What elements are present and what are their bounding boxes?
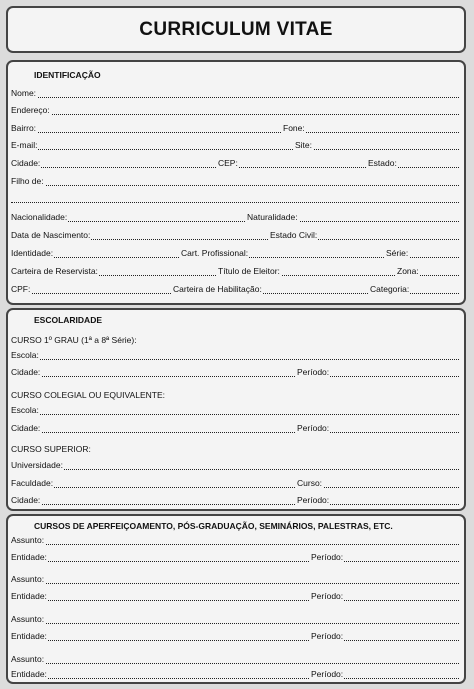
nacionalidade-label: Nacionalidade: xyxy=(11,212,68,222)
cidade-label: Cidade: xyxy=(11,158,41,168)
periodo-c1-label: Período: xyxy=(311,552,344,562)
filho-de-label: Filho de: xyxy=(11,176,44,186)
section-escolaridade xyxy=(6,308,466,511)
nome-label: Nome: xyxy=(11,88,37,98)
cidade-1-field[interactable] xyxy=(11,376,295,377)
fone-field[interactable] xyxy=(283,132,459,133)
cpf-row xyxy=(11,282,459,296)
cidade-3-label: Cidade: xyxy=(11,495,41,505)
escola-1-field[interactable] xyxy=(11,359,459,360)
section-identificacao xyxy=(6,60,466,305)
assunto-3-row xyxy=(11,612,459,626)
assunto-1-row xyxy=(11,533,459,547)
curso-colegial-heading: CURSO COLEGIAL OU EQUIVALENTE: xyxy=(11,390,165,400)
categoria-label: Categoria: xyxy=(370,284,410,294)
identidade-row xyxy=(11,246,459,260)
titulo-eleitor-label: Título de Eleitor: xyxy=(218,266,280,276)
section-cursos xyxy=(6,514,466,684)
entidade-2-field[interactable] xyxy=(11,600,309,601)
escola-1-label: Escola: xyxy=(11,350,39,360)
cep-field[interactable] xyxy=(218,167,366,168)
zona-label: Zona: xyxy=(397,266,419,276)
filho-de-row xyxy=(11,174,459,188)
assunto-4-row xyxy=(11,652,459,666)
entidade-4-label: Entidade: xyxy=(11,669,47,679)
escola-2-field[interactable] xyxy=(11,414,459,415)
bairro-label: Bairro: xyxy=(11,123,37,133)
universidade-label: Universidade: xyxy=(11,460,63,470)
cidade-1-label: Cidade: xyxy=(11,367,41,377)
endereco-label: Endereço: xyxy=(11,105,50,115)
bairro-field[interactable] xyxy=(11,132,281,133)
site-field[interactable] xyxy=(295,149,459,150)
entidade-1-row xyxy=(11,550,459,564)
periodo-3-label: Período: xyxy=(297,495,330,505)
cpf-label: CPF: xyxy=(11,284,31,294)
cidade-field[interactable] xyxy=(11,167,216,168)
assunto-4-label: Assunto: xyxy=(11,654,45,664)
entidade-3-field[interactable] xyxy=(11,640,309,641)
nome-field[interactable] xyxy=(11,97,459,98)
universidade-row xyxy=(11,458,459,472)
carteira-reservista-label: Carteira de Reservista: xyxy=(11,266,98,276)
cpf-field[interactable] xyxy=(11,293,171,294)
cidade-1-row xyxy=(11,365,459,379)
curso-superior-heading: CURSO SUPERIOR: xyxy=(11,444,91,454)
curso-1-grau-heading: CURSO 1º GRAU (1ª a 8ª Série): xyxy=(11,335,137,345)
assunto-3-label: Assunto: xyxy=(11,614,45,624)
cart-profissional-label: Cart. Profissional: xyxy=(181,248,249,258)
fone-label: Fone: xyxy=(283,123,305,133)
cidade-2-row xyxy=(11,421,459,435)
section-heading-cursos: CURSOS DE APERFEIÇOAMENTO, PÓS-GRADUAÇÃO, SEMINÁRIOS, PALESTRAS, ETC. xyxy=(34,521,393,531)
periodo-2-label: Período: xyxy=(297,423,330,433)
serie-label: Série: xyxy=(386,248,409,258)
assunto-2-label: Assunto: xyxy=(11,574,45,584)
identidade-label: Identidade: xyxy=(11,248,54,258)
endereco-row xyxy=(11,103,459,117)
assunto-3-field[interactable] xyxy=(11,623,459,624)
cidade-row xyxy=(11,156,459,170)
periodo-1-label: Período: xyxy=(297,367,330,377)
filho-de-field-2[interactable] xyxy=(11,202,459,203)
cidade-3-field[interactable] xyxy=(11,504,295,505)
faculdade-row xyxy=(11,476,459,490)
bairro-row xyxy=(11,121,459,135)
naturalidade-label: Naturalidade: xyxy=(247,212,298,222)
section-heading-identificacao: IDENTIFICAÇÃO xyxy=(34,70,101,80)
periodo-c4-label: Período: xyxy=(311,669,344,679)
escola-2-label: Escola: xyxy=(11,405,39,415)
title-box xyxy=(6,6,466,53)
data-nascimento-label: Data de Nascimento: xyxy=(11,230,91,240)
escola-2-row xyxy=(11,403,459,417)
email-row xyxy=(11,138,459,152)
cidade-2-label: Cidade: xyxy=(11,423,41,433)
filho-de-field[interactable] xyxy=(11,185,459,186)
cep-label: CEP: xyxy=(218,158,238,168)
entidade-4-field[interactable] xyxy=(11,678,309,679)
reservista-row xyxy=(11,264,459,278)
section-heading-escolaridade: ESCOLARIDADE xyxy=(34,315,103,325)
periodo-c3-label: Período: xyxy=(311,631,344,641)
periodo-c2-label: Período: xyxy=(311,591,344,601)
estado-civil-label: Estado Civil: xyxy=(270,230,318,240)
entidade-2-label: Entidade: xyxy=(11,591,47,601)
email-field[interactable] xyxy=(11,149,293,150)
estado-label: Estado: xyxy=(368,158,397,168)
page-title: CURRICULUM VITAE xyxy=(139,18,333,40)
site-label: Site: xyxy=(295,140,313,150)
assunto-2-row xyxy=(11,572,459,586)
entidade-1-label: Entidade: xyxy=(11,552,47,562)
escola-1-row xyxy=(11,348,459,362)
nome-row xyxy=(11,86,459,100)
data-nascimento-row xyxy=(11,228,459,242)
entidade-4-row xyxy=(11,667,459,681)
assunto-4-field[interactable] xyxy=(11,663,459,664)
faculdade-label: Faculdade: xyxy=(11,478,54,488)
assunto-1-field[interactable] xyxy=(11,544,459,545)
entidade-1-field[interactable] xyxy=(11,561,309,562)
universidade-field[interactable] xyxy=(11,469,459,470)
assunto-1-label: Assunto: xyxy=(11,535,45,545)
endereco-field[interactable] xyxy=(11,114,459,115)
entidade-3-label: Entidade: xyxy=(11,631,47,641)
assunto-2-field[interactable] xyxy=(11,583,459,584)
entidade-2-row xyxy=(11,589,459,603)
carteira-habilitacao-label: Carteira de Habilitação: xyxy=(173,284,262,294)
entidade-3-row xyxy=(11,629,459,643)
curso-label: Curso: xyxy=(297,478,323,488)
cidade-3-row xyxy=(11,493,459,507)
email-label: E-mail: xyxy=(11,140,38,150)
filho-de-row-2 xyxy=(11,191,459,205)
cidade-2-field[interactable] xyxy=(11,432,295,433)
nacionalidade-row xyxy=(11,210,459,224)
